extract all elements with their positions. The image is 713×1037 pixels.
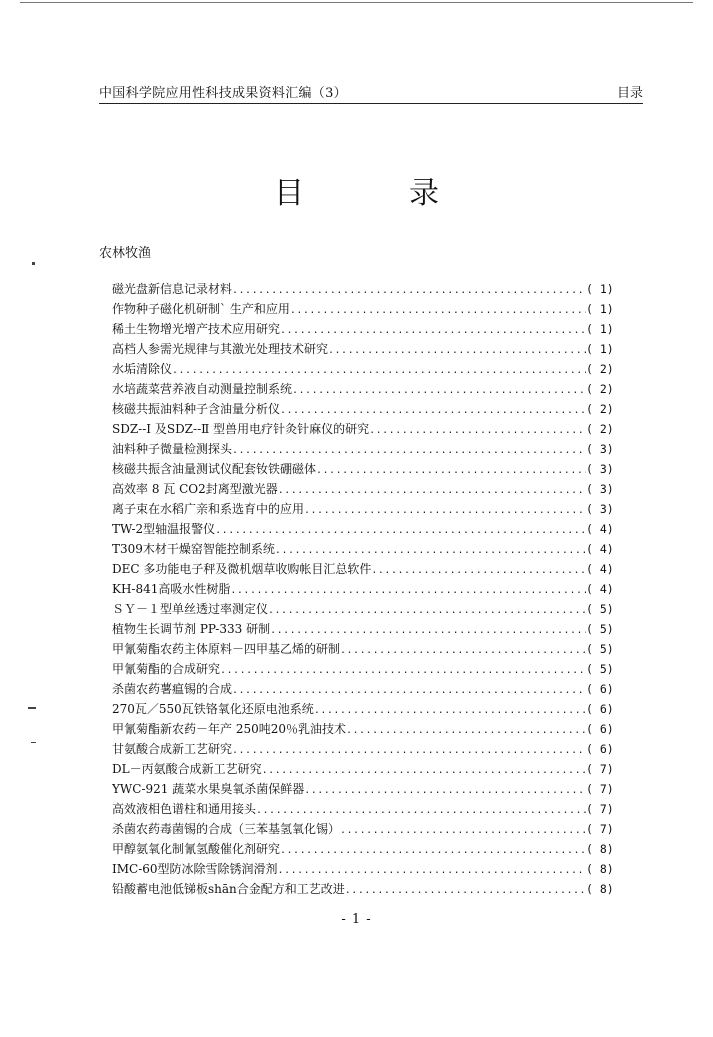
leader-dots	[340, 821, 586, 839]
toc-entry-title: 植物生长调节剂 PP-333 研制	[112, 622, 271, 636]
leader-dots	[369, 421, 586, 439]
toc-entry-page: ( 4)	[586, 582, 614, 596]
toc-entry-page: ( 3)	[586, 462, 614, 476]
toc-entry	[112, 359, 622, 379]
scan-speck	[32, 262, 35, 265]
scan-speck	[31, 742, 36, 743]
toc-entry-title: 杀菌农药毒菌锡的合成（三苯基氢氧化锡）	[112, 822, 341, 836]
toc-entry-page: ( 2)	[586, 402, 614, 416]
leader-dots	[304, 781, 586, 799]
toc-entry	[112, 459, 622, 479]
toc-entry-page: ( 8)	[586, 882, 614, 896]
section-heading: 农林牧渔	[99, 246, 152, 261]
toc-entry	[112, 879, 622, 899]
leader-dots	[256, 801, 586, 819]
leader-dots	[340, 641, 586, 659]
toc-entry	[112, 619, 622, 639]
toc-entry-title: 高效率 8 瓦 CO2封离型激光器	[112, 482, 278, 496]
toc-entry	[112, 379, 622, 399]
toc-entry-title: 270瓦／550瓦铁铬氧化还原电池系统	[112, 702, 314, 716]
toc-entry-page: ( 8)	[586, 862, 614, 876]
toc-entry-page: ( 4)	[586, 522, 614, 536]
toc-entry	[112, 699, 622, 719]
toc-entry-title: 核磁共振含油量测试仪配套钕铁硼磁体	[112, 462, 317, 476]
toc-entry-title: DL－丙氨酸合成新工艺研究	[112, 762, 262, 776]
toc-list	[112, 279, 622, 899]
leader-dots	[371, 561, 586, 579]
toc-entry-page: ( 3)	[586, 482, 614, 496]
toc-entry-page: ( 8)	[586, 842, 614, 856]
toc-entry-page: ( 3)	[586, 442, 614, 456]
toc-entry-title: DEC 多功能电子秤及微机烟草收购帐目汇总软件	[112, 562, 372, 576]
toc-entry	[112, 559, 622, 579]
toc-entry-page: ( 6)	[586, 742, 614, 756]
leader-dots	[304, 501, 586, 519]
page-number: - 1 -	[341, 912, 372, 927]
toc-entry-title: T309木材干燥窑智能控制系统	[112, 542, 275, 556]
toc-entry-title: 高档人参需光规律与其激光处理技术研究	[112, 342, 329, 356]
toc-entry	[112, 299, 622, 319]
toc-entry-title: 核磁共振油料种子含油量分析仪	[112, 402, 281, 416]
toc-entry	[112, 679, 622, 699]
toc-entry	[112, 719, 622, 739]
toc-entry-page: ( 7)	[586, 802, 614, 816]
toc-entry-title: 磁光盘新信息记录材料	[112, 282, 233, 296]
leader-dots	[275, 541, 586, 559]
toc-entry-page: ( 1)	[586, 322, 614, 336]
toc-entry-title: ＳＹ－１型单丝透过率测定仪	[112, 602, 269, 616]
leader-dots	[268, 601, 586, 619]
header-divider	[99, 103, 643, 104]
toc-entry-page: ( 1)	[586, 282, 614, 296]
toc-entry-title: IMC-60型防冰除雪除锈润滑剂	[112, 862, 278, 876]
toc-entry	[112, 479, 622, 499]
toc-entry	[112, 399, 622, 419]
leader-dots	[328, 341, 586, 359]
leader-dots	[232, 281, 586, 299]
leader-dots	[215, 521, 586, 539]
toc-entry-title: 甲氰菊酯新农药－年产 250吨20％乳油技术	[112, 722, 346, 736]
toc-entry	[112, 319, 622, 339]
toc-entry-page: ( 7)	[586, 822, 614, 836]
toc-entry-title: 作物种子磁化机研制` 生产和应用	[112, 302, 290, 316]
toc-entry	[112, 539, 622, 559]
toc-entry	[112, 859, 622, 879]
toc-entry-title: 油料种子微量检测探头	[112, 442, 233, 456]
toc-entry-title: SDZ--Ⅰ 及SDZ--Ⅱ 型兽用电疗针灸针麻仪的研究	[112, 422, 370, 436]
leader-dots	[172, 361, 586, 379]
scan-speck	[28, 707, 36, 709]
toc-entry-title: 甘氨酸合成新工艺研究	[112, 742, 233, 756]
leader-dots	[314, 701, 586, 719]
toc-entry	[112, 759, 622, 779]
leader-dots	[232, 681, 586, 699]
toc-entry	[112, 519, 622, 539]
toc-entry-page: ( 1)	[586, 302, 614, 316]
leader-dots	[278, 481, 586, 499]
leader-dots	[220, 661, 586, 679]
toc-entry	[112, 659, 622, 679]
toc-entry	[112, 639, 622, 659]
toc-entry	[112, 279, 622, 299]
toc-entry-page: ( 1)	[586, 342, 614, 356]
toc-entry-page: ( 3)	[586, 502, 614, 516]
toc-entry-page: ( 2)	[586, 422, 614, 436]
toc-entry	[112, 819, 622, 839]
toc-entry-page: ( 5)	[586, 622, 614, 636]
leader-dots	[270, 621, 586, 639]
running-header-title: 中国科学院应用性科技成果资料汇编（3）	[99, 86, 347, 101]
leader-dots	[280, 841, 586, 859]
leader-dots	[346, 721, 586, 739]
toc-entry-title: KH-841高吸水性树脂	[112, 582, 231, 596]
toc-entry	[112, 439, 622, 459]
toc-entry-title: 稀土生物增光增产技术应用研究	[112, 322, 281, 336]
toc-entry-title: 水垢清除仪	[112, 362, 173, 376]
toc-entry-title: 高效液相色谱柱和通用接头	[112, 802, 257, 816]
toc-entry	[112, 339, 622, 359]
toc-entry	[112, 499, 622, 519]
toc-entry	[112, 579, 622, 599]
page-title: 目录	[274, 176, 544, 211]
leader-dots	[230, 581, 586, 599]
toc-entry-page: ( 5)	[586, 662, 614, 676]
toc-entry	[112, 839, 622, 859]
toc-entry-page: ( 4)	[586, 562, 614, 576]
leader-dots	[278, 861, 586, 879]
scan-top-edge	[20, 2, 693, 3]
toc-entry-page: ( 6)	[586, 702, 614, 716]
toc-entry-title: 水培蔬菜营养液自动测量控制系统	[112, 382, 293, 396]
toc-entry	[112, 599, 622, 619]
toc-entry-title: 离子束在水稻广亲和系选育中的应用	[112, 502, 305, 516]
toc-entry-page: ( 4)	[586, 542, 614, 556]
toc-entry-title: 杀菌农药薯瘟锡的合成	[112, 682, 233, 696]
toc-entry-page: ( 5)	[586, 602, 614, 616]
toc-entry-title: 铅酸蓄电池低锑板shān合金配方和工艺改进	[112, 882, 345, 896]
toc-entry-page: ( 7)	[586, 782, 614, 796]
toc-entry-title: TW-2型轴温报警仪	[112, 522, 216, 536]
toc-entry-title: 甲氰菊酯的合成研究	[112, 662, 221, 676]
toc-entry-page: ( 5)	[586, 642, 614, 656]
toc-entry-page: ( 2)	[586, 362, 614, 376]
leader-dots	[280, 401, 586, 419]
leader-dots	[290, 301, 586, 319]
toc-entry-title: YWC-921 蔬菜水果臭氧杀菌保鲜器	[112, 782, 305, 796]
leader-dots	[280, 321, 586, 339]
toc-entry	[112, 739, 622, 759]
toc-entry	[112, 779, 622, 799]
toc-entry	[112, 799, 622, 819]
toc-entry-page: ( 2)	[586, 382, 614, 396]
leader-dots	[262, 761, 586, 779]
leader-dots	[232, 741, 586, 759]
toc-entry-title: 甲醇氨氧化制氰氢酸催化剂研究	[112, 842, 281, 856]
leader-dots	[292, 381, 586, 399]
leader-dots	[345, 881, 586, 899]
leader-dots	[316, 461, 586, 479]
toc-entry-page: ( 6)	[586, 682, 614, 696]
toc-entry-title: 甲氰菊酯农药主体原料－四甲基乙烯的研制	[112, 642, 341, 656]
toc-entry	[112, 419, 622, 439]
running-header-section: 目录	[616, 86, 643, 101]
toc-entry-page: ( 6)	[586, 722, 614, 736]
leader-dots	[232, 441, 586, 459]
toc-entry-page: ( 7)	[586, 762, 614, 776]
